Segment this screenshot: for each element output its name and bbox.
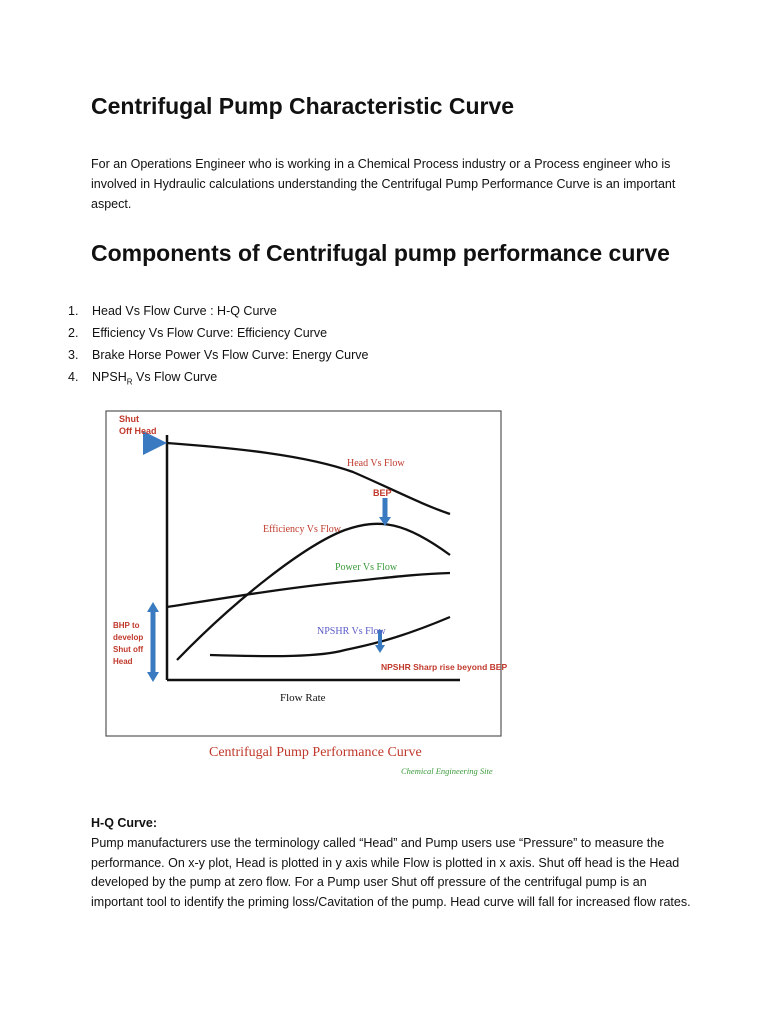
list-number: 1. <box>68 304 79 318</box>
bhp-label: Shut off <box>113 645 144 654</box>
head-curve-label: Head Vs Flow <box>347 458 405 469</box>
npsh-curve-label: NPSHR Vs Flow <box>317 626 386 637</box>
list-number: 2. <box>68 326 79 340</box>
figure-credit: Chemical Engineering Site <box>401 766 493 776</box>
power-curve-label: Power Vs Flow <box>335 562 398 573</box>
figure-caption: Centrifugal Pump Performance Curve <box>209 745 422 760</box>
page-title: Centrifugal Pump Characteristic Curve <box>91 93 515 119</box>
list-item <box>68 301 368 323</box>
bhp-label: Head <box>113 657 133 666</box>
bep-label: BEP <box>373 488 392 498</box>
list-number: 3. <box>68 348 79 362</box>
bhp-label: BHP to <box>113 621 140 630</box>
list-item-text: Brake Horse Power Vs Flow Curve: Energy Curve <box>92 348 369 362</box>
x-axis-label: Flow Rate <box>280 692 326 704</box>
efficiency-curve-label: Efficiency Vs Flow <box>263 524 341 535</box>
components-list <box>68 301 368 389</box>
intro-paragraph: For an Operations Engineer who is working in a Chemical Process industry or a Process engineer who is involved in Hydraulic calculations understanding the Centrifugal Pump Performance Curve is an important aspect. <box>91 157 676 211</box>
hq-curve-heading: H-Q Curve: <box>91 816 157 830</box>
list-item-text: $NPSH_R$ Vs Flow Curve <box>92 370 218 387</box>
list-item-text: Efficiency Vs Flow Curve: Efficiency Curve <box>92 326 328 340</box>
list-item-text: Head Vs Flow Curve : H-Q Curve <box>92 304 277 318</box>
list-item <box>68 323 368 345</box>
bhp-label: develop <box>113 633 144 642</box>
list-number: 4. <box>68 370 79 384</box>
hq-curve-paragraph: Pump manufacturers use the terminology called “Head” and Pump users use “Pressure” to measure the performance. On x-y plot, Head is plotted in y axis while Flow is plotted in x axis. Shut off head is the Head developed by the pump at zero flow. For a Pump user Shut off pressure of the centrifugal pump is an important tool to identify the priming loss/Cavitation of the pump. Head curve will fall for increased flow rates. <box>91 836 691 909</box>
list-item <box>68 345 368 367</box>
shutoff-label: Off Head <box>119 426 157 436</box>
shutoff-label: Shut <box>119 414 139 424</box>
list-item <box>68 367 368 389</box>
components-heading: Components of Centrifugal pump performance curve <box>91 240 670 266</box>
pump-performance-figure <box>105 410 515 782</box>
npsh-note-label: NPSHR Sharp rise beyond BEP <box>381 662 508 672</box>
